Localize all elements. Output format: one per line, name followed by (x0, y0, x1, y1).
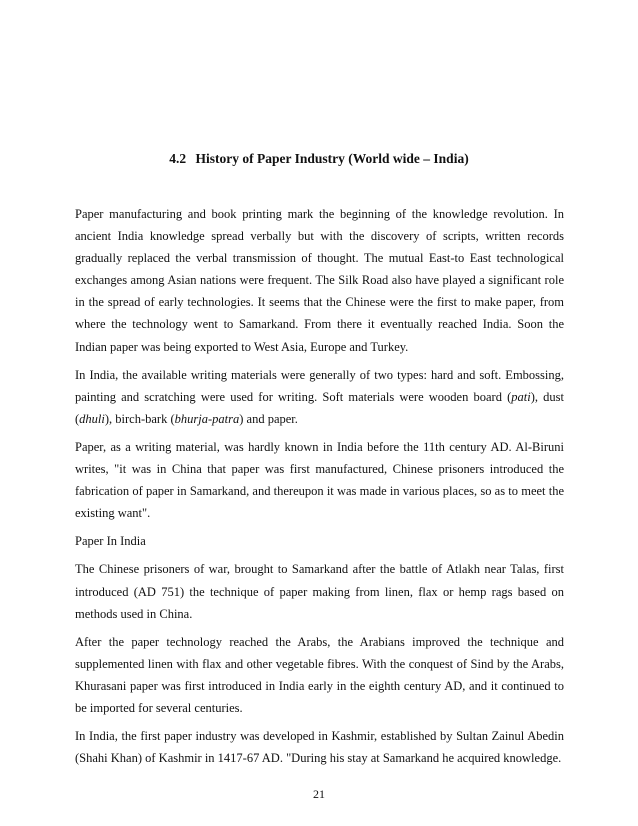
section-title: History of Paper Industry (World wide – India) (195, 151, 469, 166)
paragraph-al-biruni: Paper, as a writing material, was hardly known in India before the 11th century AD. Al-Biruni writes, "it was in China that paper was first manufactured, Chinese prisoners introduced the fabrication of paper in Samarkand, and thereupon it was made in various places, so as to meet the existing want". (75, 439, 564, 521)
term-dhuli: dhuli (79, 411, 105, 426)
paragraph-arabs: After the paper technology reached the Arabs, the Arabians improved the technique and supplemented linen with flax and other vegetable fibres. With the conquest of Sind by the Arabs, Khurasani paper was first introduced in India early in the eighth century AD, and it continued to be imported for several centuries. (75, 634, 564, 715)
subheading-paper-in-india: Paper In India (75, 534, 146, 549)
text-run: In India, the available writing materials were generally of two types: hard and soft. Embossing, painting and scratching were used for writing. Soft materials were wooden board ( (75, 367, 564, 404)
paragraph-kashmir: In India, the first paper industry was developed in Kashmir, established by Sultan Zainul Abedin (Shahi Khan) of Kashmir in 1417-67 AD. "During his stay at Samarkand he acquired knowledge. (75, 729, 564, 766)
paragraph-chinese-prisoners: The Chinese prisoners of war, brought to Samarkand after the battle of Atlakh near Talas, first introduced (AD 751) the technique of paper making from linen, flax or hemp rags based on methods used in China. (75, 562, 564, 621)
paragraph-paper-manufacturing: Paper manufacturing and book printing mark the beginning of the knowledge revolution. In ancient India knowledge spread verbally but with the discovery of scripts, written records gradually replaced the verbal transmission of thought. The mutual East-to East technological exchanges among Asian nations were frequent. The Silk Road also have played a significant role in the spread of early technologies. It seems that the Chinese were the first to make paper, from where the technology went to Samarkand. From there it eventually reached India. Soon the Indian paper was being exported to West Asia, Europe and Turkey. (75, 207, 564, 354)
text-run: ), birch-bark ( (104, 411, 175, 426)
section-heading (0, 150, 638, 168)
page-number: 21 (313, 787, 325, 801)
text-run: ) and paper. (239, 411, 298, 426)
term-pati: pati (511, 389, 531, 404)
body-text (75, 203, 564, 775)
text-run: ), dust ( (75, 389, 565, 426)
section-number: 4.2 (169, 151, 187, 166)
paragraph-writing-materials (75, 364, 564, 430)
term-bhurja-patra: bhurja-patra (174, 411, 240, 426)
